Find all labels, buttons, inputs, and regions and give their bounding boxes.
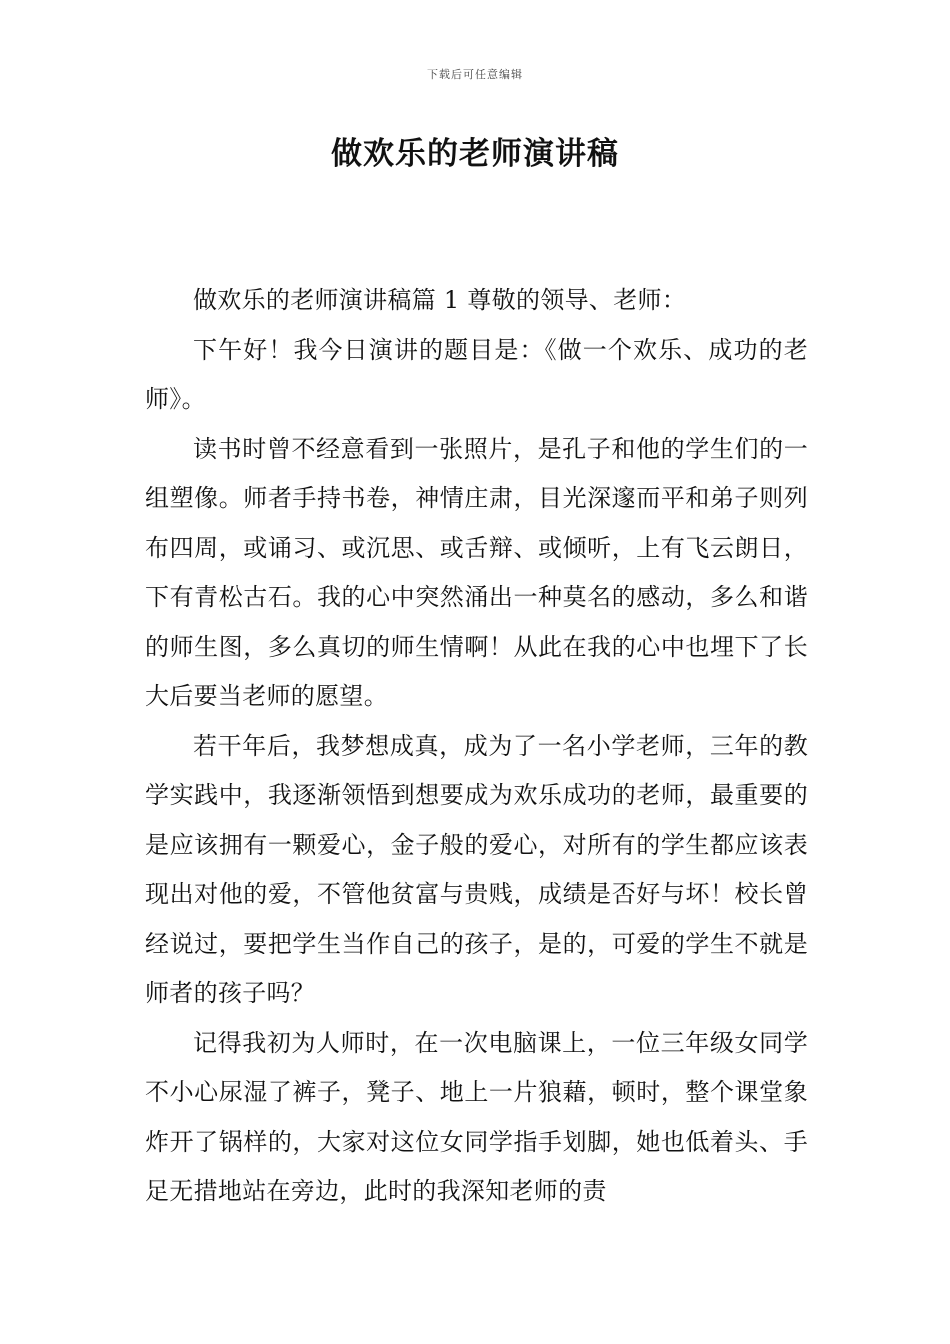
document-body bbox=[145, 276, 808, 1217]
paragraph-confucius-photo: 读书时曾不经意看到一张照片，是孔子和他的学生们的一组塑像。师者手持书卷，神情庄肃，目光深邃而平和弟子则列布四周，或诵习、或沉思、或舌辩、或倾听，上有飞云朗日，下有青松古石。我的心中突然涌出一种莫名的感动，多么和谐的师生图，多么真切的师生情啊！从此在我的心中也埋下了长大后要当老师的愿望。 bbox=[145, 434, 808, 710]
paragraph-opening: 下午好！我今日演讲的题目是：《做一个欢乐、成功的老师》。 bbox=[145, 335, 808, 413]
document-title: 做欢乐的老师演讲稿 bbox=[331, 136, 619, 172]
paragraph-teaching-practice: 若干年后，我梦想成真，成为了一名小学老师，三年的教学实践中，我逐渐领悟到想要成为欢乐成功的老师，最重要的是应该拥有一颗爱心，金子般的爱心，对所有的学生都应该表现出对他的爱，不管他贫富与贵贱，成绩是否好与坏！校长曾经说过，要把学生当作自己的孩子，是的，可爱的学生不就是师者的孩子吗？ bbox=[145, 731, 808, 1007]
paragraph-computer-class: 记得我初为人师时，在一次电脑课上，一位三年级女同学不小心尿湿了裤子，凳子、地上一片狼藉，顿时，整个课堂象炸开了锅样的，大家对这位女同学指手划脚，她也低着头、手足无措地站在旁边，此时的我深知老师的责 bbox=[145, 1028, 808, 1205]
header-note: 下载后可任意编辑 bbox=[427, 68, 523, 81]
paragraph-heading-greeting: 做欢乐的老师演讲稿篇 1 尊敬的领导、老师： bbox=[193, 286, 687, 314]
